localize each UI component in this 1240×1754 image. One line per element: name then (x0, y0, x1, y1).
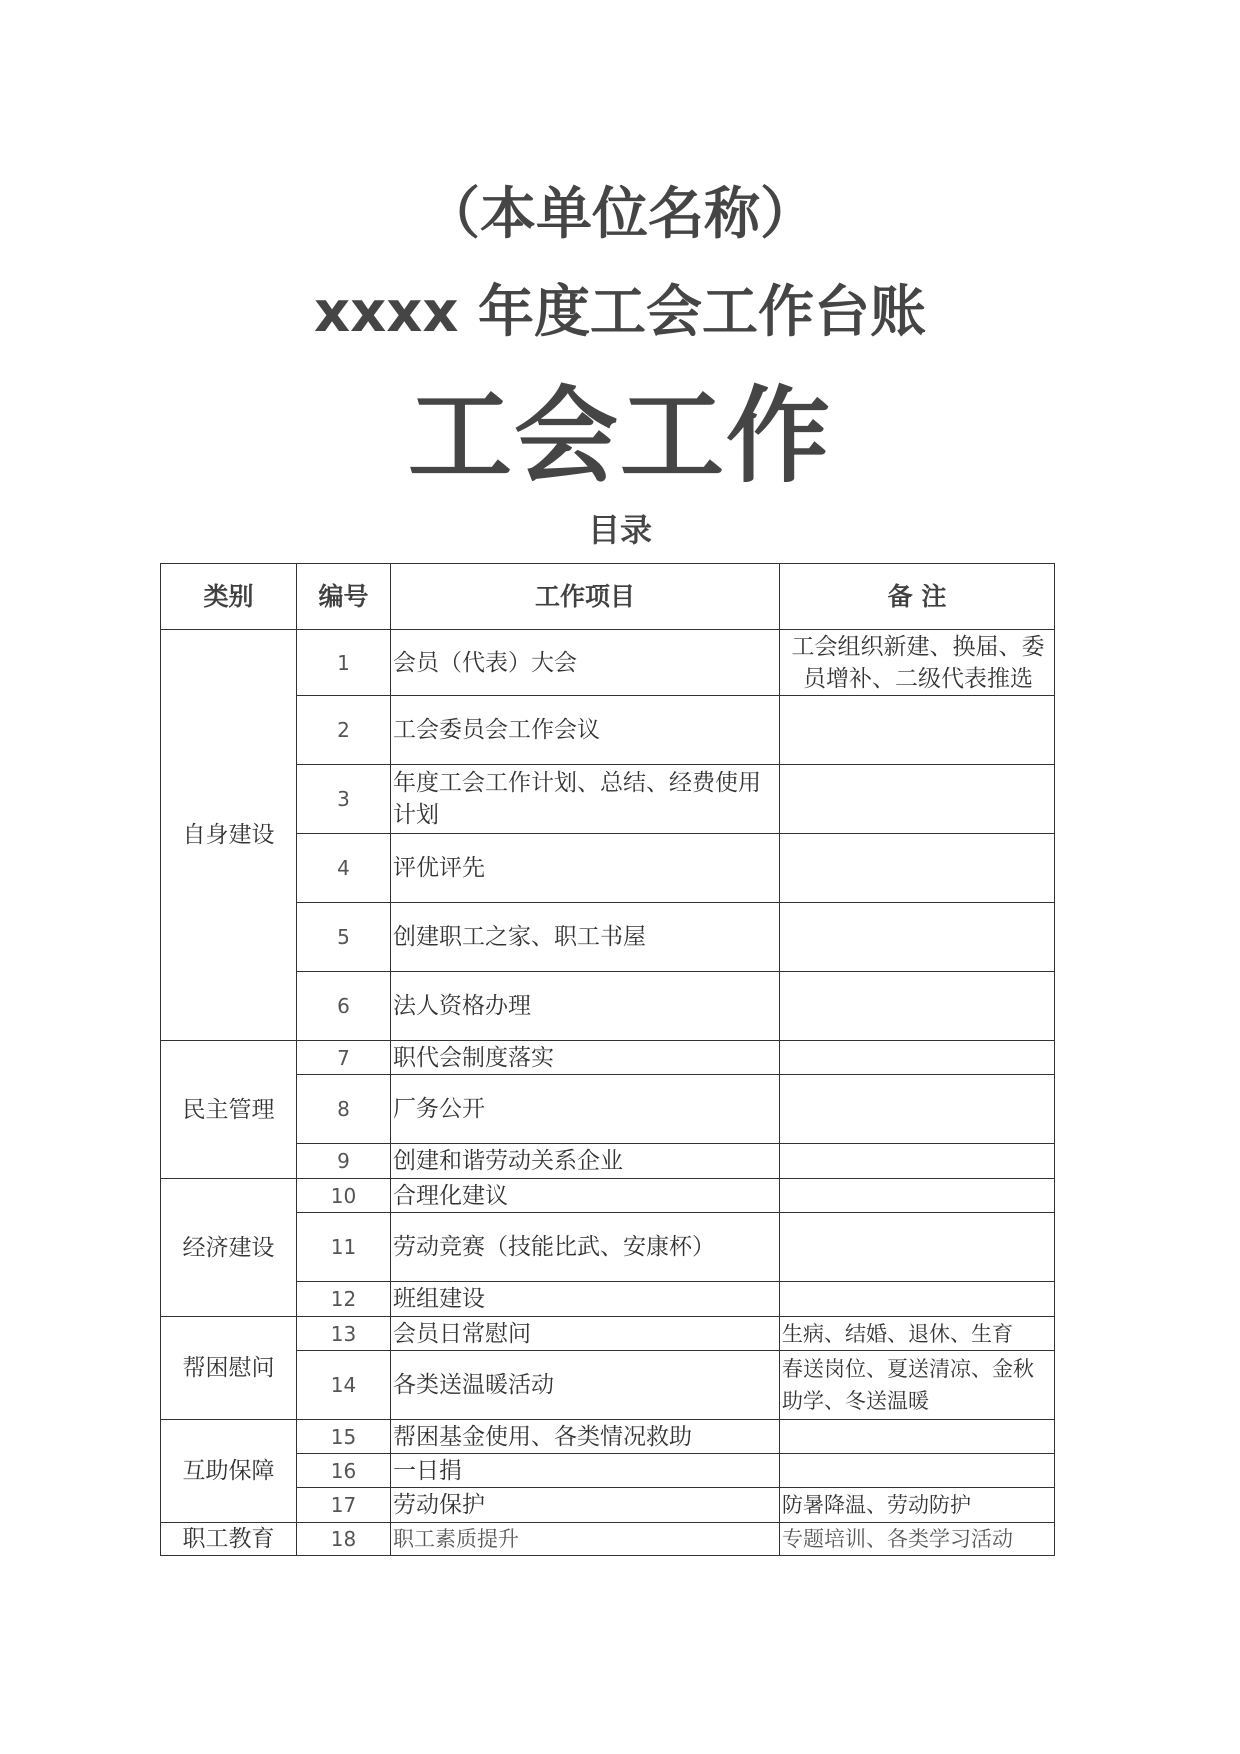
table-row (161, 1179, 1055, 1213)
row-number: 1 (297, 630, 391, 696)
column-header-note: 备 注 (780, 564, 1055, 630)
row-note (780, 1179, 1055, 1213)
row-number: 8 (297, 1075, 391, 1144)
row-item: 会员（代表）大会 (391, 630, 780, 696)
row-item: 帮困基金使用、各类情况救助 (391, 1420, 780, 1454)
row-note: 春送岗位、夏送清凉、金秋助学、冬送温暖 (780, 1351, 1055, 1420)
row-number: 18 (297, 1523, 391, 1556)
row-number: 7 (297, 1041, 391, 1075)
table-row (161, 1523, 1055, 1556)
row-item: 创建和谐劳动关系企业 (391, 1144, 780, 1179)
row-item: 厂务公开 (391, 1075, 780, 1144)
row-note (780, 1420, 1055, 1454)
row-note: 防暑降温、劳动防护 (780, 1488, 1055, 1523)
category-cell: 自身建设 (161, 630, 297, 1041)
row-note (780, 1282, 1055, 1317)
main-title: 工会工作 (407, 375, 832, 497)
column-header-item: 工作项目 (391, 564, 780, 630)
table-row (161, 1041, 1055, 1075)
row-note: 生病、结婚、退休、生育 (780, 1317, 1055, 1351)
row-note (780, 903, 1055, 972)
row-item: 一日捐 (391, 1454, 780, 1488)
row-item: 年度工会工作计划、总结、经费使用计划 (391, 765, 780, 834)
column-header-category: 类别 (161, 564, 297, 630)
toc-heading: 目录 (587, 511, 652, 549)
row-item: 会员日常慰问 (391, 1317, 780, 1351)
category-cell: 民主管理 (161, 1041, 297, 1179)
category-cell: 经济建设 (161, 1179, 297, 1317)
unit-name: （本单位名称） (424, 182, 816, 247)
row-number: 13 (297, 1317, 391, 1351)
row-item: 合理化建议 (391, 1179, 780, 1213)
row-number: 11 (297, 1213, 391, 1282)
row-note (780, 834, 1055, 903)
ledger-title: xxxx 年度工会工作台账 (314, 280, 926, 345)
row-number: 4 (297, 834, 391, 903)
row-item: 班组建设 (391, 1282, 780, 1317)
category-cell: 互助保障 (161, 1420, 297, 1523)
category-cell: 帮困慰问 (161, 1317, 297, 1420)
row-note (780, 1075, 1055, 1144)
row-item: 创建职工之家、职工书屋 (391, 903, 780, 972)
row-note (780, 1041, 1055, 1075)
row-item: 职代会制度落实 (391, 1041, 780, 1075)
row-note (780, 1213, 1055, 1282)
table-row (161, 1317, 1055, 1351)
row-number: 3 (297, 765, 391, 834)
row-number: 12 (297, 1282, 391, 1317)
row-item: 各类送温暖活动 (391, 1351, 780, 1420)
row-note: 工会组织新建、换届、委员增补、二级代表推选 (780, 630, 1055, 696)
row-item: 评优评先 (391, 834, 780, 903)
row-number: 2 (297, 696, 391, 765)
row-note (780, 1454, 1055, 1488)
row-number: 10 (297, 1179, 391, 1213)
row-note (780, 765, 1055, 834)
category-cell: 职工教育 (161, 1523, 297, 1556)
table-row (161, 1420, 1055, 1454)
column-header-number: 编号 (297, 564, 391, 630)
row-number: 5 (297, 903, 391, 972)
row-item: 职工素质提升 (391, 1523, 780, 1556)
row-number: 6 (297, 972, 391, 1041)
row-number: 9 (297, 1144, 391, 1179)
row-number: 17 (297, 1488, 391, 1523)
ledger-table (160, 563, 1055, 1556)
row-note: 专题培训、各类学习活动 (780, 1523, 1055, 1556)
row-item: 法人资格办理 (391, 972, 780, 1041)
row-item: 劳动保护 (391, 1488, 780, 1523)
row-note (780, 696, 1055, 765)
row-note (780, 1144, 1055, 1179)
row-number: 16 (297, 1454, 391, 1488)
row-item: 劳动竞赛（技能比武、安康杯） (391, 1213, 780, 1282)
row-item: 工会委员会工作会议 (391, 696, 780, 765)
row-note (780, 972, 1055, 1041)
table-row (161, 630, 1055, 696)
row-number: 14 (297, 1351, 391, 1420)
row-number: 15 (297, 1420, 391, 1454)
table-header-row (161, 564, 1055, 630)
